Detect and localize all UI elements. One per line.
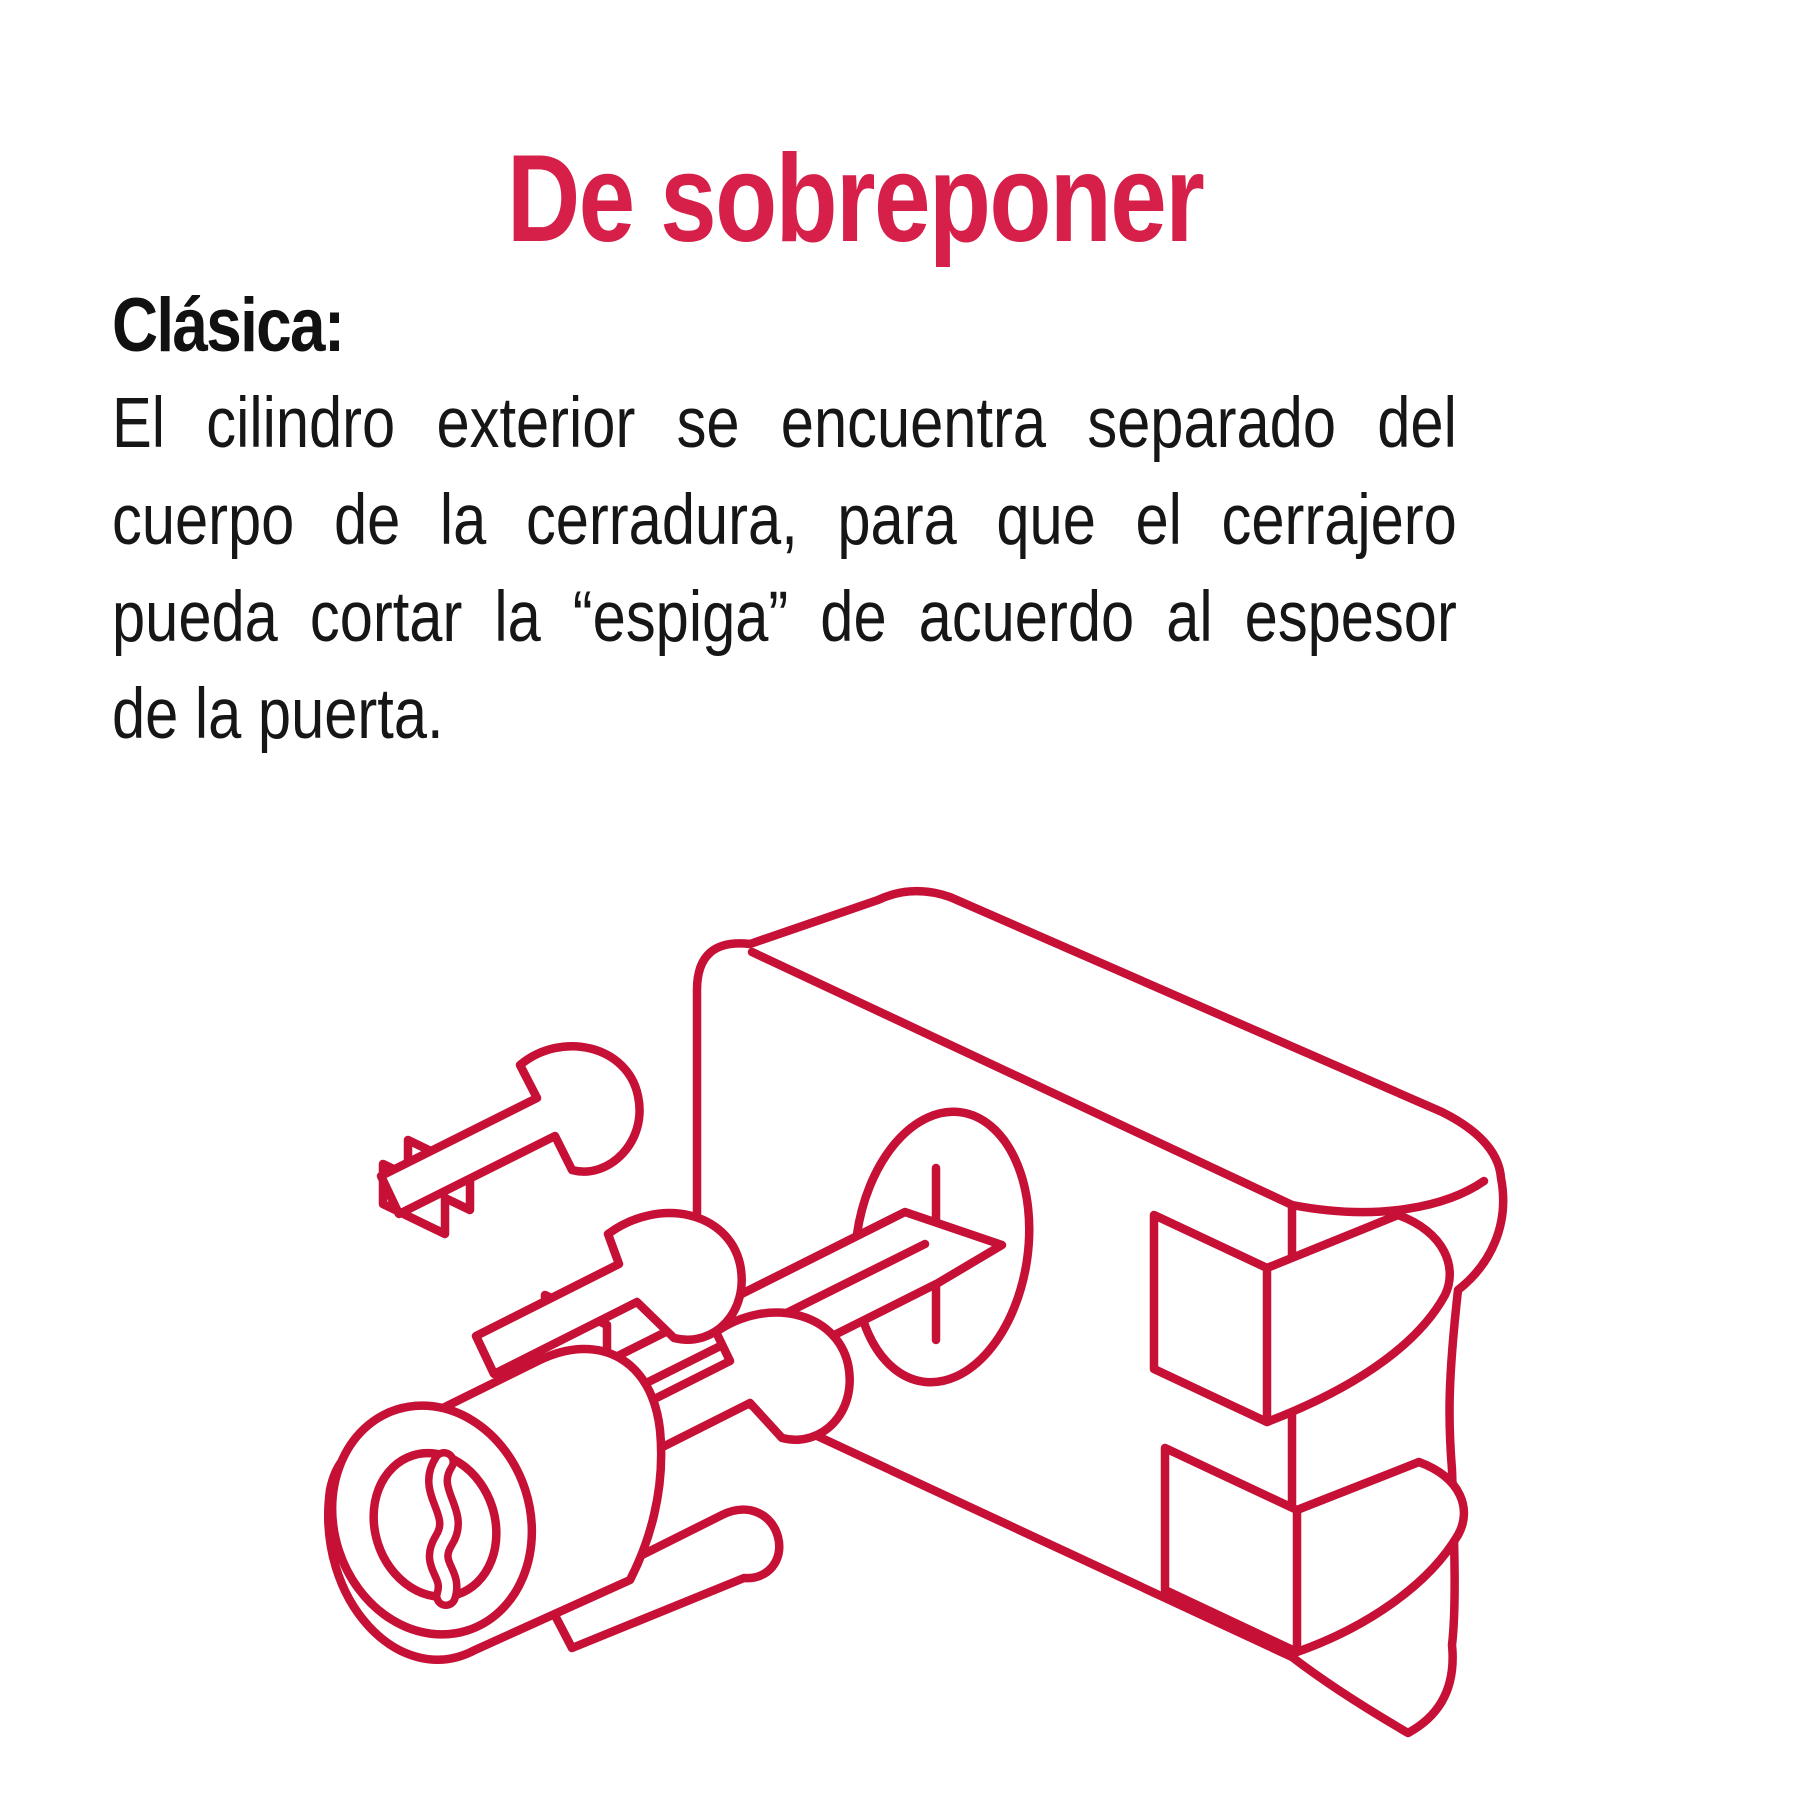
paragraph-line: El cilindro exterior se encuentra separado del (112, 384, 1457, 463)
paragraph-line: cuerpo de la cerradura, para que el cerrajero (112, 481, 1457, 560)
page-title: De sobreponer (506, 130, 1204, 268)
paragraph-line: de la puerta. (112, 675, 444, 754)
section-heading: Clásica: (112, 283, 344, 368)
paragraph-line: pueda cortar la “espiga” de acuerdo al espesor (112, 578, 1457, 657)
keyhole-icon (438, 1462, 449, 1596)
